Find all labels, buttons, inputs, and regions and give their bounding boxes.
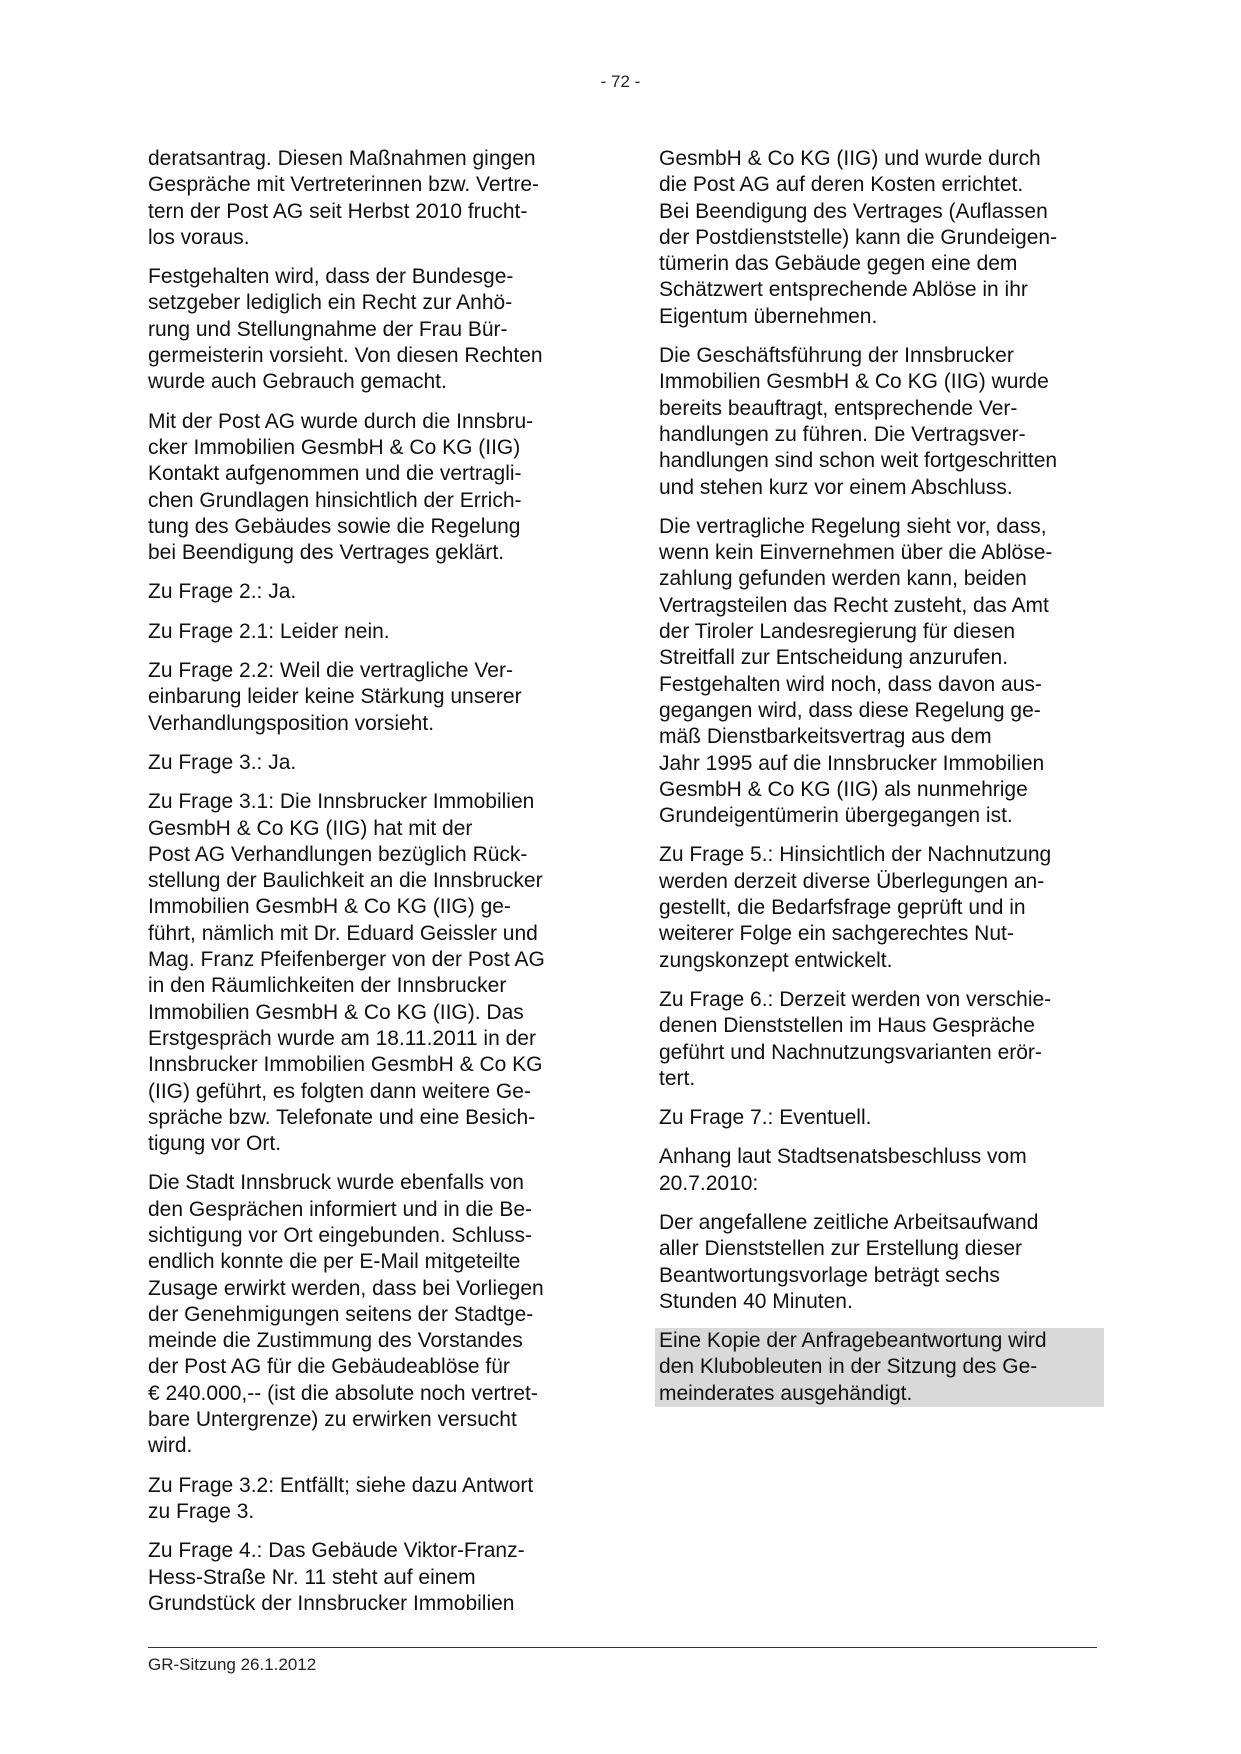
text-line: bei Beendigung des Vertrages geklärt. [148,541,505,565]
text-line: germeisterin vorsieht. Von diesen Rechten [148,344,543,368]
right-column [659,146,1104,1420]
text-line: Grundeigentümerin übergegangen ist. [659,804,1013,828]
paragraph [659,146,1104,330]
text-line: spräche bzw. Telefonate und eine Besich- [148,1105,536,1129]
text-line: Zu Frage 3.1: Die Innsbrucker Immobilien [148,790,535,814]
text-line: mäß Dienstbarkeitsvertrag aus dem [659,725,992,749]
text-line: € 240.000,-- (ist die absolute noch vertret- [148,1381,538,1405]
paragraph [659,343,1104,501]
paragraph [148,789,593,1157]
text-line: Zu Frage 2.1: Leider nein. [148,619,390,643]
paragraph [659,514,1104,830]
text-line: der Tiroler Landesregierung für diesen [659,620,1016,644]
text-line: der Postdienststelle) kann die Grundeigen- [659,225,1058,249]
text-line: (IIG) geführt, es folgten dann weitere Ge- [148,1079,531,1103]
text-line: zahlung gefunden werden kann, beiden [659,567,1027,591]
text-line: Festgehalten wird noch, dass davon aus- [659,672,1042,696]
text-line: Zu Frage 2.: Ja. [148,580,297,604]
text-line: Grundstück der Innsbrucker Immobilien [148,1591,515,1615]
text-line: der Genehmigungen seitens der Stadtge- [148,1302,534,1326]
page-number: - 72 - [600,72,641,91]
text-line: setzgeber lediglich ein Recht zur Anhö- [148,291,513,315]
text-line: Verhandlungsposition vorsieht. [148,711,435,735]
text-line: Eigentum übernehmen. [659,304,878,328]
text-line: Erstgespräch wurde am 18.11.2011 in der [148,1026,536,1050]
text-line: wurde auch Gebrauch gemacht. [148,370,447,394]
text-line: tung des Gebäudes sowie die Regelung [148,514,521,538]
text-line: einbarung leider keine Stärkung unserer [148,685,522,709]
text-line: tümerin das Gebäude gegen eine dem [659,252,1018,276]
footer-session-date: GR-Sitzung 26.1.2012 [148,1655,317,1674]
text-line: meinde die Zustimmung des Vorstandes [148,1329,523,1353]
left-column [148,146,593,1630]
text-line: Zu Frage 5.: Hinsichtlich der Nachnutzung [659,843,1052,867]
paragraph [148,146,593,251]
highlighted-paragraph [655,1328,1104,1407]
text-line: wenn kein Einvernehmen über die Ablöse- [659,541,1053,565]
text-line: Stunden 40 Minuten. [659,1289,853,1313]
text-line: GesmbH & Co KG (IIG) hat mit der [148,816,473,840]
text-line: los voraus. [148,225,250,249]
text-line: zu Frage 3. [148,1499,255,1523]
text-line: Hess-Straße Nr. 11 steht auf einem [148,1565,476,1589]
text-line: bare Untergrenze) zu erwirken versucht [148,1408,517,1432]
text-line: Anhang laut Stadtsenatsbeschluss vom [659,1145,1027,1169]
paragraph [148,750,593,776]
text-line: Immobilien GesmbH & Co KG (IIG). Das [148,1000,524,1024]
text-line: Zu Frage 2.2: Weil die vertragliche Ver- [148,659,513,683]
text-line: Zu Frage 7.: Eventuell. [659,1106,872,1130]
text-line: die Post AG auf deren Kosten errichtet. [659,173,1024,197]
text-line: werden derzeit diverse Überlegungen an- [659,869,1045,893]
text-line: chen Grundlagen hinsichtlich der Errich- [148,488,522,512]
paragraph [148,409,593,567]
paragraph [148,658,593,737]
text-line: gegangen wird, dass diese Regelung ge- [659,698,1041,722]
text-line: Beantwortungsvorlage beträgt sechs [659,1263,1000,1287]
text-line: Kontakt aufgenommen und die vertragli- [148,462,522,486]
text-line: Die vertragliche Regelung sieht vor, dass, [659,514,1047,538]
text-line: 20.7.2010: [659,1171,759,1195]
text-line: tert. [659,1066,696,1090]
text-line: Mit der Post AG wurde durch die Innsbru- [148,409,534,433]
text-line: zungskonzept entwickelt. [659,948,893,972]
text-line: Immobilien GesmbH & Co KG (IIG) wurde [659,370,1049,394]
paragraph [659,987,1104,1092]
paragraph [659,1210,1104,1315]
text-line: Die Geschäftsführung der Innsbrucker [659,344,1014,368]
text-line: GesmbH & Co KG (IIG) und wurde durch [659,147,1041,170]
text-line: endlich konnte die per E-Mail mitgeteilte [148,1250,521,1274]
paragraph [148,1170,593,1459]
text-line: denen Dienststellen im Haus Gespräche [659,1014,1035,1038]
text-line: und stehen kurz vor einem Abschluss. [659,475,1013,499]
text-line: Schätzwert entsprechende Ablöse in ihr [659,278,1028,302]
text-line: handlungen sind schon weit fortgeschritten [659,449,1058,473]
text-line: Die Stadt Innsbruck wurde ebenfalls von [148,1171,524,1195]
text-line: weiterer Folge ein sachgerechtes Nut- [659,922,1014,946]
footer-divider [148,1647,1097,1648]
text-line: Mag. Franz Pfeifenberger von der Post AG [148,948,545,972]
text-line: der Post AG für die Gebäudeablöse für [148,1355,510,1379]
text-line: aller Dienststellen zur Erstellung dieser [659,1237,1022,1261]
text-line: sichtigung vor Ort eingebunden. Schluss- [148,1223,533,1247]
text-line: Der angefallene zeitliche Arbeitsaufwand [659,1210,1039,1234]
paragraph [148,619,593,645]
text-line: Bei Beendigung des Vertrages (Auflassen [659,199,1048,223]
paragraph [659,1144,1104,1197]
text-line: bereits beauftragt, entsprechende Ver- [659,396,1018,420]
text-line: Vertragsteilen das Recht zusteht, das Amt [659,593,1049,617]
paragraph [148,1538,593,1617]
paragraph [659,1105,1104,1131]
text-line: Zu Frage 4.: Das Gebäude Viktor-Franz- [148,1539,525,1563]
text-line: Festgehalten wird, dass der Bundesge- [148,265,514,289]
paragraph [148,1473,593,1526]
text-line: Zu Frage 3.2: Entfällt; siehe dazu Antwort [148,1473,534,1497]
text-line: gestellt, die Bedarfsfrage geprüft und in [659,896,1026,920]
text-line: Zu Frage 6.: Derzeit werden von verschie- [659,987,1052,1011]
text-line: den Klubobleuten in der Sitzung des Ge- [659,1355,1038,1379]
text-line: geführt und Nachnutzungsvarianten erör- [659,1040,1042,1064]
text-line: cker Immobilien GesmbH & Co KG (IIG) [148,435,521,459]
paragraph [148,579,593,605]
text-line: Eine Kopie der Anfragebeantwortung wird [659,1329,1047,1353]
text-line: Innsbrucker Immobilien GesmbH & Co KG [148,1053,543,1077]
text-line: Gespräche mit Vertreterinnen bzw. Vertre- [148,173,540,197]
text-line: rung und Stellungnahme der Frau Bür- [148,317,508,341]
text-line: Post AG Verhandlungen bezüglich Rück- [148,842,528,866]
text-line: stellung der Baulichkeit an die Innsbrucker [148,869,543,893]
text-line: Zu Frage 3.: Ja. [148,750,297,774]
text-line: Zusage erwirkt werden, dass bei Vorliegen [148,1276,544,1300]
text-line: Streitfall zur Entscheidung anzurufen. [659,646,1009,670]
text-line: GesmbH & Co KG (IIG) als nunmehrige [659,777,1028,801]
text-line: führt, nämlich mit Dr. Eduard Geissler und [148,921,538,945]
text-line: tern der Post AG seit Herbst 2010 frucht- [148,199,528,223]
text-line: handlungen zu führen. Die Vertragsver- [659,422,1026,446]
paragraph [148,264,593,395]
text-line: Immobilien GesmbH & Co KG (IIG) ge- [148,895,511,919]
text-line: deratsantrag. Diesen Maßnahmen gingen [148,147,536,170]
text-line: tigung vor Ort. [148,1132,282,1156]
text-line: den Gesprächen informiert und in die Be- [148,1197,533,1221]
text-line: Jahr 1995 auf die Innsbrucker Immobilien [659,751,1045,775]
text-line: in den Räumlichkeiten der Innsbrucker [148,974,507,998]
text-line: wird. [148,1434,193,1458]
text-line: meinderates ausgehändigt. [659,1381,913,1405]
paragraph [659,842,1104,973]
